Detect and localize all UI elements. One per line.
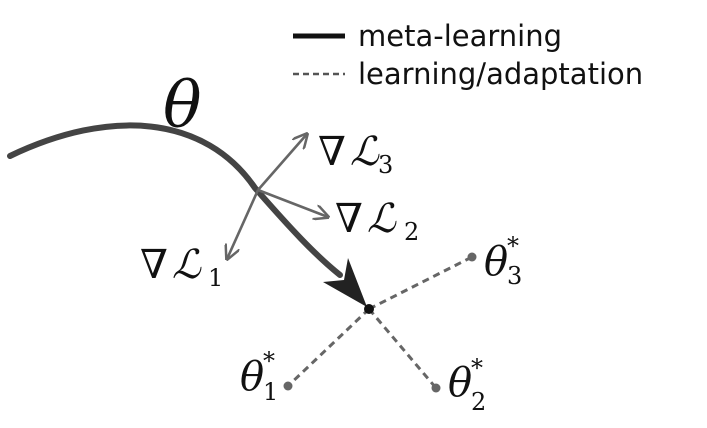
gradient-arrow-1 — [227, 190, 258, 259]
theta-star-1-label — [240, 347, 278, 406]
theta-star-subscript-2: 2 — [471, 388, 487, 416]
legend-meta-learning-label: meta-learning — [358, 19, 563, 53]
gradient-subscript-2: 2 — [404, 218, 420, 246]
loss-symbol: ℒ — [367, 196, 396, 242]
legend-learning-adaptation-label: learning/adaptation — [358, 57, 644, 91]
gradient-subscript-3: 3 — [378, 151, 394, 179]
legend — [293, 19, 643, 91]
star-superscript: * — [507, 232, 519, 260]
theta-symbol: θ — [240, 354, 265, 400]
theta-star-2-label — [448, 354, 486, 416]
theta-symbol: θ — [448, 360, 473, 406]
star-superscript: * — [263, 347, 275, 375]
loss-symbol: ℒ — [350, 129, 379, 175]
adaptation-line-2 — [369, 309, 436, 388]
gradient-label-1 — [140, 242, 223, 292]
adaptation-line-3 — [369, 257, 472, 309]
gradient-arrow-3 — [258, 134, 307, 190]
star-superscript: * — [471, 354, 483, 382]
nabla-symbol: ∇ — [335, 196, 363, 242]
theta-star-subscript-3: 3 — [507, 262, 523, 290]
nabla-symbol: ∇ — [140, 242, 168, 288]
nabla-symbol: ∇ — [318, 129, 346, 175]
theta-star-3-label — [484, 232, 522, 290]
gradient-label-2 — [335, 196, 419, 246]
meta-parameter-point — [364, 304, 374, 314]
loss-symbol: ℒ — [172, 242, 201, 288]
theta-symbol: θ — [484, 239, 509, 285]
theta-star-subscript-1: 1 — [263, 378, 279, 406]
theta-star-1-point — [284, 382, 293, 391]
theta-star-2-point — [432, 384, 441, 393]
theta-label: θ — [163, 69, 202, 143]
gradient-subscript-1: 1 — [208, 264, 224, 292]
theta-star-3-point — [468, 253, 477, 262]
adaptation-line-1 — [288, 309, 369, 386]
gradient-label-3 — [318, 129, 393, 179]
